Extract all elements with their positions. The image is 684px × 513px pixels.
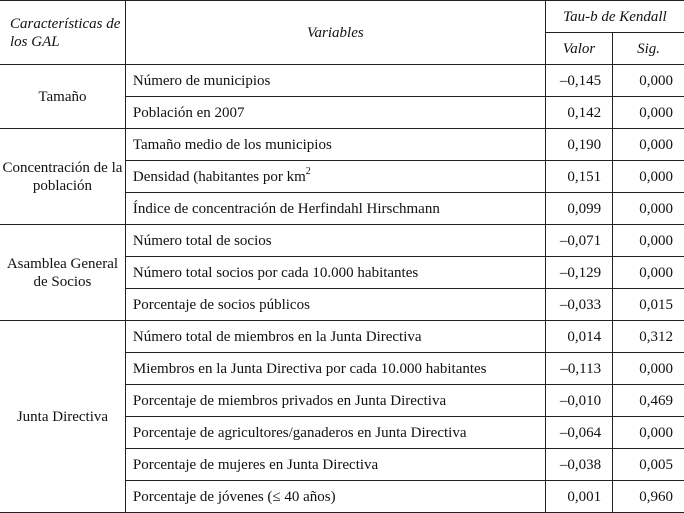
sig-cell: 0,312 bbox=[613, 321, 684, 353]
group-label: Concentración de la población bbox=[0, 129, 125, 225]
variable-cell: Porcentaje de miembros privados en Junta Directiva bbox=[125, 385, 545, 417]
sig-cell: 0,000 bbox=[613, 353, 684, 385]
variable-cell: Porcentaje de socios públicos bbox=[125, 289, 545, 321]
valor-cell: 0,142 bbox=[545, 97, 612, 129]
table-row bbox=[0, 321, 684, 353]
variable-cell: Tamaño medio de los municipios bbox=[125, 129, 545, 161]
variable-cell: Número total socios por cada 10.000 habitantes bbox=[125, 257, 545, 289]
valor-cell: –0,010 bbox=[545, 385, 612, 417]
group-label: Tamaño bbox=[0, 65, 125, 129]
sig-cell: 0,000 bbox=[613, 65, 684, 97]
variable-cell: Porcentaje de mujeres en Junta Directiva bbox=[125, 449, 545, 481]
valor-cell: 0,190 bbox=[545, 129, 612, 161]
variable-cell: Número total de socios bbox=[125, 225, 545, 257]
valor-cell: 0,001 bbox=[545, 481, 612, 513]
variable-cell: Densidad (habitantes por $km^2$ bbox=[125, 161, 545, 193]
table-row bbox=[0, 225, 684, 257]
header-sig: Sig. bbox=[613, 33, 684, 65]
sig-cell: 0,000 bbox=[613, 97, 684, 129]
header-variables: Variables bbox=[125, 1, 545, 65]
valor-cell: –0,113 bbox=[545, 353, 612, 385]
sig-cell: 0,000 bbox=[613, 417, 684, 449]
variable-cell: Porcentaje de jóvenes (≤ 40 años) bbox=[125, 481, 545, 513]
variable-cell: Porcentaje de agricultores/ganaderos en Junta Directiva bbox=[125, 417, 545, 449]
sig-cell: 0,000 bbox=[613, 225, 684, 257]
valor-cell: –0,129 bbox=[545, 257, 612, 289]
variable-cell: Número total de miembros en la Junta Directiva bbox=[125, 321, 545, 353]
valor-cell: 0,014 bbox=[545, 321, 612, 353]
valor-cell: 0,099 bbox=[545, 193, 612, 225]
variable-cell: Número de municipios bbox=[125, 65, 545, 97]
valor-cell: –0,071 bbox=[545, 225, 612, 257]
sig-cell: 0,000 bbox=[613, 129, 684, 161]
header-tau-b: Tau-b de Kendall bbox=[545, 1, 684, 33]
sig-cell: 0,000 bbox=[613, 257, 684, 289]
valor-cell: –0,038 bbox=[545, 449, 612, 481]
sig-cell: 0,000 bbox=[613, 193, 684, 225]
table-row bbox=[0, 65, 684, 97]
valor-cell: –0,145 bbox=[545, 65, 612, 97]
sig-cell: 0,015 bbox=[613, 289, 684, 321]
variable-cell: Índice de concentración de Herfindahl Hirschmann bbox=[125, 193, 545, 225]
sig-cell: 0,469 bbox=[613, 385, 684, 417]
variable-cell: Población en 2007 bbox=[125, 97, 545, 129]
valor-cell: –0,033 bbox=[545, 289, 612, 321]
sig-cell: 0,005 bbox=[613, 449, 684, 481]
header-valor: Valor bbox=[545, 33, 612, 65]
table-row bbox=[0, 129, 684, 161]
group-label: Asamblea General de Socios bbox=[0, 225, 125, 321]
superscript: 2 bbox=[305, 165, 311, 177]
sig-cell: 0,960 bbox=[613, 481, 684, 513]
valor-cell: –0,064 bbox=[545, 417, 612, 449]
sig-cell: 0,000 bbox=[613, 161, 684, 193]
group-label: Junta Directiva bbox=[0, 321, 125, 513]
table-body bbox=[0, 65, 684, 513]
valor-cell: 0,151 bbox=[545, 161, 612, 193]
header-category: Características de los GAL bbox=[0, 1, 125, 65]
variable-cell: Miembros en la Junta Directiva por cada 10.000 habitantes bbox=[125, 353, 545, 385]
